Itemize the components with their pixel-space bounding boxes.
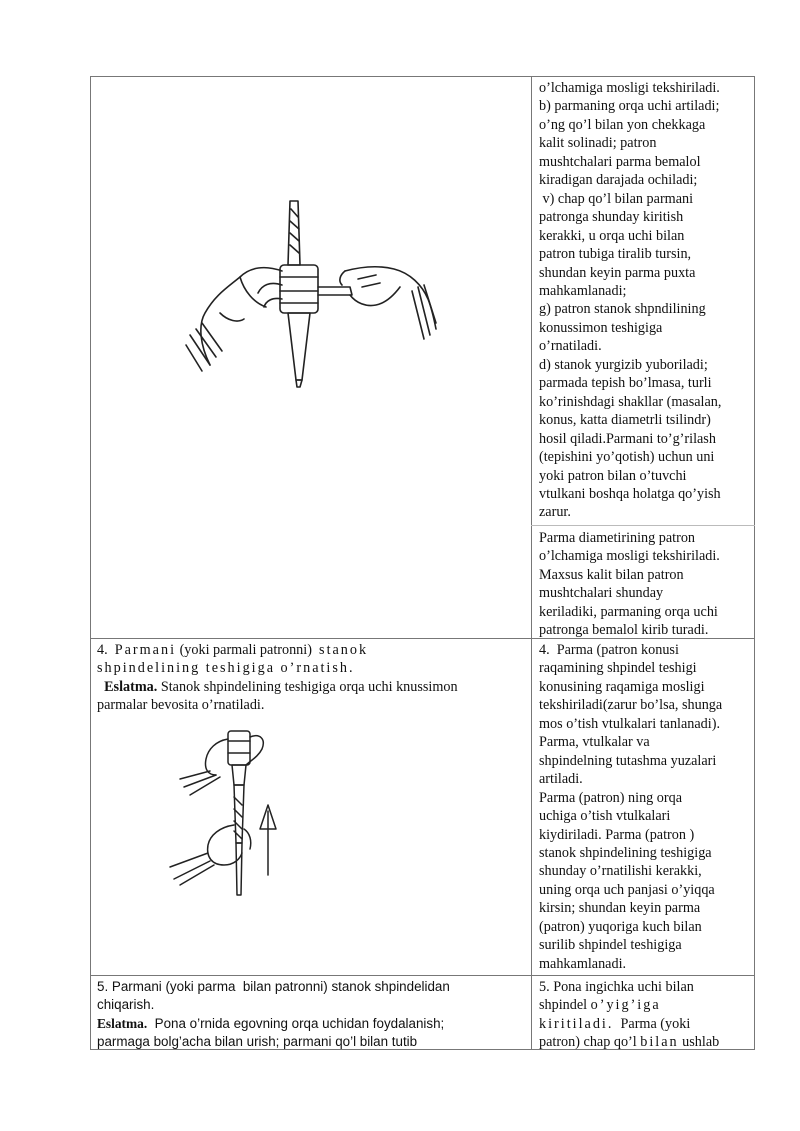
row-divider-2 xyxy=(90,975,755,976)
step-4-title-c: stanok xyxy=(319,642,369,658)
step-5-line3b: Parma (yoki xyxy=(613,1015,691,1032)
column-divider xyxy=(531,76,532,1050)
step-5-heading xyxy=(97,978,527,1052)
step-5-line4b: bilan xyxy=(640,1034,679,1051)
drill-into-spindle-illustration xyxy=(150,725,290,900)
drill-chuck-illustration xyxy=(180,195,440,395)
step-5-title: 5. Parmani (yoki parma bilan patronni) stanok shpindelidan chiqarish. xyxy=(97,979,450,1013)
step-4-title-line2: shpindelining teshigiga o’rnatish. xyxy=(97,660,355,677)
step-4-note-text: Stanok shpindelining teshigiga orqa uchi knussimon parmalar bevosita o’rnatiladi. xyxy=(97,678,458,714)
step-5-line2a: shpindel xyxy=(539,997,591,1014)
step-5-line3a: kiritiladi. xyxy=(539,1015,614,1032)
cell-divider xyxy=(531,525,755,526)
step-5-note-label: Eslatma. xyxy=(97,1015,148,1031)
step-5-line4a: patron) chap qo’l xyxy=(539,1034,641,1051)
step-3-summary: Parma diametirining patron o’lchamiga mosligi tekshiriladi. Maxsus kalit bilan patron mushtchalari shunday keriladiki, parmaning orqa uchi patronga bemalol kirib turadi. xyxy=(539,530,720,639)
step-3-description: o’lchamiga mosligi tekshiriladi. b) parmaning orqa uchi artiladi; o’ng qo’l bilan yon chekkaga kalit solinadi; patron mushtchalari parma bemalol kiradigan darajada ochiladi; v) chap qo’l bilan parmani patronga shunday kiritish kerakki, u orqa uchi bilan patron tubiga tiralib tursin, shundan keyin parma puxta mahkamlanadi; g) patron stanok shpndilining konussimon teshigiga o’rnatiladi. d) stanok yurgizib yuboriladi; parmada tepish bo’lmasa, turli ko’rinishdagi shakllar (masalan, konus, katta diametrli tsilindr) hosil qiladi.Parmani to’g’rilash (tepishini yo’qotish) uchun uni yoki patron bilan o’tuvchi vtulkani boshqa holatga qo’yish zarur. xyxy=(539,80,722,521)
step-4-number: 4. xyxy=(97,642,108,658)
step-4-title-b: (yoki parmali patronni) xyxy=(179,642,312,658)
step-5-line4c: ushlab xyxy=(678,1034,720,1051)
step-4-description: 4. Parma (patron konusi raqamining shpindel teshigi konusining raqamiga mosligi tekshiriladi(zarur bo’lsa, shunga mos o’tish vtulkalari tanlanadi). Parma, vtulkalar va shpindelning tutashma yuzalari artiladi. Parma (patron) ning orqa uchiga o’tish vtulkalari kiydiriladi. Parma (patron ) stanok shpindelining teshigiga shunday o’rnatilishi kerakki, uning orqa uch panjasi o’yiqqa kirsin; shundan keyin parma (patron) yuqoriga kuch bilan surilib shpindel teshigiga mahkamlanadi. xyxy=(539,642,723,972)
step-4-title-a: Parmani xyxy=(114,642,177,658)
step-4-heading xyxy=(97,641,527,715)
step-5-line2b: o’yig’iga xyxy=(590,997,661,1014)
step-4-note-label: Eslatma. xyxy=(104,678,158,695)
step-5-note-text: Pona o’rnida egovning orqa uchidan foydalanish; parmaga bolg’acha bilan urish; parmani qo’l bilan tutib xyxy=(97,1015,445,1050)
step-5-description xyxy=(539,978,753,1052)
step-5-line1: 5. Pona ingichka uchi bilan xyxy=(539,979,694,995)
